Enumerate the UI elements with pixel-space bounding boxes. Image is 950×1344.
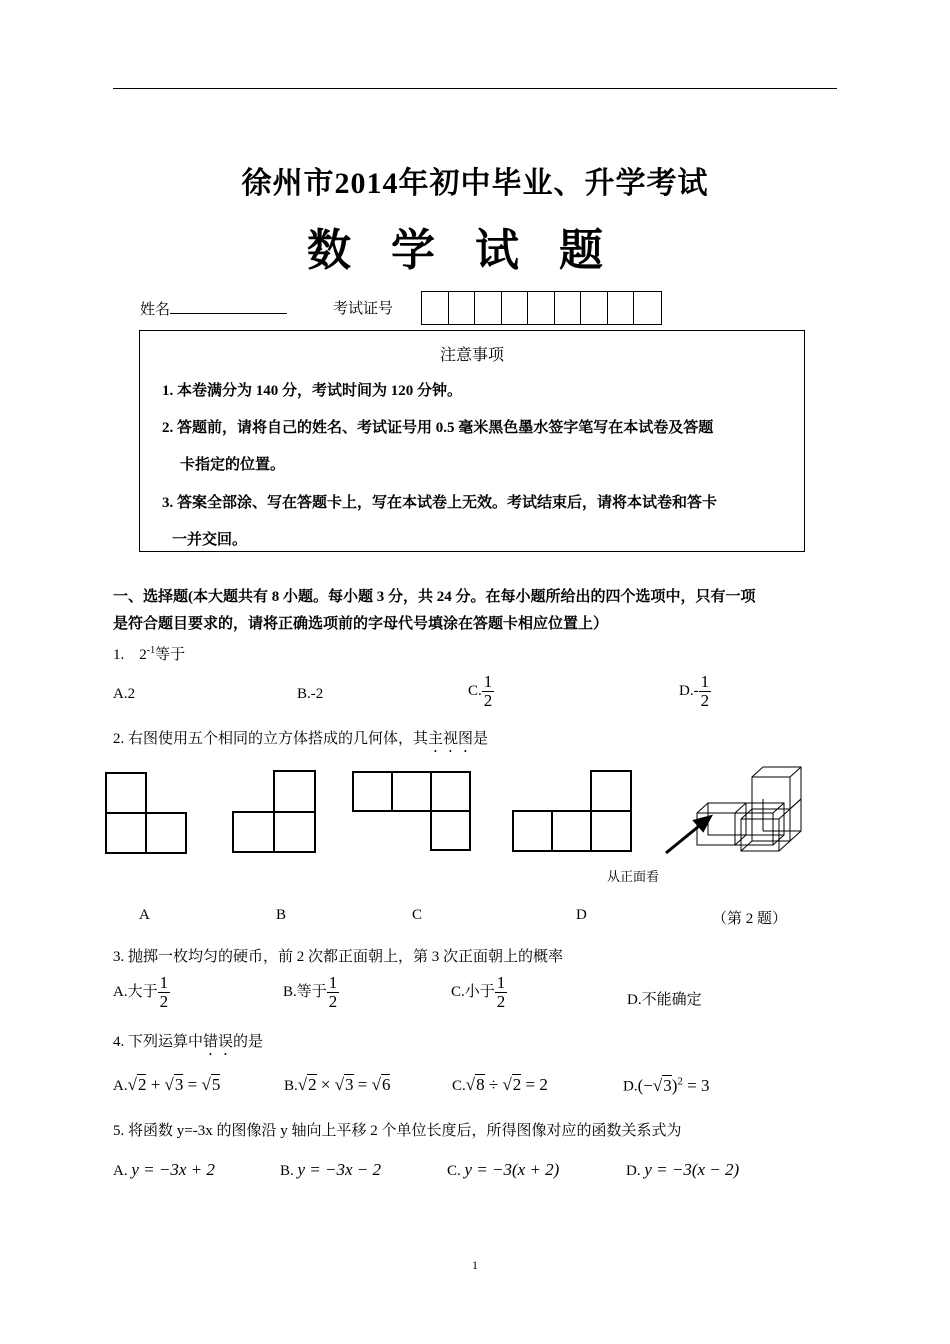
paren-close: ) <box>671 1075 678 1095</box>
q3-b-label: B.等于 <box>283 983 327 1000</box>
q4-d-label: D. <box>623 1078 638 1095</box>
question-3: 3. 抛掷一枚均匀的硬币，前 2 次都正面朝上，第 3 次正面朝上的概率 <box>113 949 564 965</box>
q1-d-fraction <box>699 673 712 710</box>
frac-numerator: 1 <box>328 973 338 992</box>
id-cell[interactable] <box>608 292 635 324</box>
q4-b-expr: √2 × √3 = √6 <box>297 1075 391 1094</box>
notice-box <box>139 330 805 552</box>
id-cell[interactable] <box>581 292 608 324</box>
q3-option-d[interactable]: D.不能确定 <box>627 992 702 1008</box>
id-cell[interactable] <box>449 292 476 324</box>
id-cell[interactable] <box>502 292 529 324</box>
q4-option-c[interactable] <box>452 1075 548 1095</box>
sqrt-arg: 8 <box>476 1075 485 1094</box>
id-label: 考试证号 <box>333 301 394 317</box>
q2-figure-label: （第 2 题） <box>712 911 788 927</box>
operator: × <box>320 1075 331 1094</box>
q5-d-expr: y = −3(x − 2) <box>644 1160 740 1179</box>
sqrt-arg: 3 <box>174 1075 184 1094</box>
header-rule <box>113 88 837 89</box>
q1-option-d[interactable] <box>679 673 711 710</box>
operator: = <box>357 1075 368 1094</box>
id-cell[interactable] <box>634 292 661 324</box>
q5-b-label: B. <box>280 1163 294 1179</box>
exponent: 2 <box>677 1075 683 1087</box>
sqrt-arg: 3 <box>663 1075 672 1095</box>
q2-option-b[interactable]: B <box>276 907 287 923</box>
q4-option-a[interactable] <box>113 1075 220 1095</box>
q3-a-label: A.大于 <box>113 983 158 1000</box>
q5-option-b[interactable] <box>280 1160 381 1180</box>
name-blank[interactable] <box>170 297 287 314</box>
sqrt-arg: 6 <box>381 1075 391 1094</box>
q2-figure-d <box>513 771 631 851</box>
q1-number: 1. <box>113 647 125 663</box>
q2-figure-c <box>353 772 470 850</box>
q2-option-d[interactable]: D <box>576 907 587 923</box>
operator: = <box>525 1075 536 1094</box>
frac-denominator: 2 <box>483 690 493 710</box>
q2-figures <box>100 765 840 890</box>
q1-c-fraction <box>482 673 495 710</box>
id-cell[interactable] <box>475 292 502 324</box>
q4-text: 4. 下列运算中 <box>113 1034 204 1050</box>
sqrt-arg: 2 <box>512 1075 522 1094</box>
q2-3d-figure <box>697 767 801 851</box>
q4-c-expr: √8 ÷ √2 = 2 <box>465 1075 548 1094</box>
q3-option-b[interactable] <box>283 974 339 1011</box>
operator: ÷ <box>488 1075 499 1094</box>
q4-option-d[interactable] <box>623 1075 709 1096</box>
page-number: 1 <box>472 1258 478 1272</box>
q3-a-fraction <box>158 974 171 1011</box>
result: 2 <box>539 1075 548 1094</box>
exam-title: 徐州市2014年初中毕业、升学考试 <box>241 167 709 200</box>
q2-figure-b <box>233 771 315 852</box>
q4-d-expr: $(-√3)^2 = 3$ <box>637 1075 710 1095</box>
notice-item-1: 1. 本卷满分为 140 分，考试时间为 120 分钟。 <box>162 383 463 399</box>
sqrt-arg: 2 <box>308 1075 317 1094</box>
frac-numerator: 1 <box>496 973 506 992</box>
q4-c-label: C. <box>452 1078 466 1094</box>
question-5: 5. 将函数 y=-3x 的图像沿 y 轴向上平移 2 个单位长度后，所得图像对应的函数关系式为 <box>113 1123 682 1139</box>
q1-option-a[interactable]: A.2 <box>113 686 136 702</box>
notice-item-3-cont: 一并交回。 <box>172 532 248 548</box>
notice-item-2-cont: 卡指定的位置。 <box>180 457 286 473</box>
q3-option-a[interactable] <box>113 974 170 1011</box>
id-cell[interactable] <box>422 292 449 324</box>
notice-title: 注意事项 <box>439 347 504 364</box>
section-heading-line2: 是符合题目要求的，请将正确选项前的字母代号填涂在答题卡相应位置上） <box>113 616 609 632</box>
q3-option-c[interactable] <box>451 974 507 1011</box>
q1-text: 等于 <box>155 647 186 663</box>
id-number-boxes[interactable] <box>421 291 662 325</box>
name-field <box>140 297 287 319</box>
q5-a-expr: y = −3x + 2 <box>131 1160 215 1179</box>
q1-option-c[interactable] <box>468 673 494 710</box>
paren-open: (− <box>637 1075 653 1095</box>
q2-option-a[interactable]: A <box>139 907 150 923</box>
q1-base: 2 <box>139 647 147 663</box>
operator: + <box>150 1075 161 1094</box>
q5-option-a[interactable] <box>113 1160 215 1180</box>
q4-b-label: B. <box>284 1078 298 1094</box>
subject-title-text: 数学试题 <box>307 226 643 275</box>
q5-option-d[interactable] <box>626 1160 739 1180</box>
q2-emphasis: 主视图 <box>428 731 474 747</box>
notice-item-3: 3. 答案全部涂、写在答题卡上，写在本试卷上无效。考试结束后，请将本试卷和答卡 <box>162 495 718 511</box>
question-2 <box>113 727 488 756</box>
q2-text: 2. 右图使用五个相同的立方体搭成的几何体，其 <box>113 731 429 747</box>
q5-c-label: C. <box>447 1163 461 1179</box>
q2-text-end: 是 <box>473 731 489 747</box>
q2-figure-a <box>106 773 186 853</box>
frac-denominator: 2 <box>328 991 338 1011</box>
id-cell[interactable] <box>528 292 555 324</box>
q2-figure-caption: 从正面看 <box>607 870 660 885</box>
q4-a-label: A. <box>113 1078 128 1094</box>
sqrt-arg: 2 <box>137 1075 147 1094</box>
q3-c-fraction <box>495 974 508 1011</box>
q1-d-prefix: D.- <box>679 682 699 699</box>
section-heading-line1: 一、选择题(本大题共有 8 小题。每小题 3 分，共 24 分。在每小题所给出的四个选项中，只有一项 <box>113 589 756 605</box>
q3-b-fraction <box>327 974 340 1011</box>
q5-a-label: A. <box>113 1163 128 1179</box>
q1-c-prefix: C. <box>468 682 482 699</box>
q5-c-expr: y = −3(x + 2) <box>464 1160 560 1179</box>
q5-option-c[interactable] <box>447 1160 559 1180</box>
q1-option-b[interactable]: B.-2 <box>297 686 324 702</box>
notice-item-2: 2. 答题前，请将自己的姓名、考试证号用 0.5 毫米黑色墨水签字笔写在本试卷及答题 <box>162 420 714 436</box>
q4-text-end: 的是 <box>233 1034 264 1050</box>
subject-title <box>0 214 950 278</box>
frac-numerator: 1 <box>159 973 169 992</box>
question-4 <box>113 1030 263 1059</box>
name-label: 姓名 <box>140 302 171 318</box>
frac-denominator: 2 <box>159 991 169 1011</box>
frac-denominator: 2 <box>496 991 506 1011</box>
q4-option-b[interactable] <box>284 1075 390 1095</box>
view-arrow-icon <box>666 817 710 853</box>
question-1 <box>113 643 185 664</box>
q4-a-expr: √2 + √3 = √5 <box>127 1075 221 1094</box>
q4-emphasis: 错误 <box>203 1034 234 1050</box>
id-cell[interactable] <box>555 292 582 324</box>
q2-option-c[interactable]: C <box>412 907 423 923</box>
frac-denominator: 2 <box>700 690 710 710</box>
sqrt-arg: 5 <box>211 1075 221 1094</box>
result: = 3 <box>687 1075 710 1095</box>
frac-numerator: 1 <box>700 672 710 691</box>
frac-numerator: 1 <box>483 672 493 691</box>
q1-exponent: -1 <box>146 645 156 656</box>
q5-d-label: D. <box>626 1163 641 1179</box>
operator: = <box>187 1075 198 1094</box>
q5-b-expr: y = −3x − 2 <box>297 1160 382 1179</box>
q3-c-label: C.小于 <box>451 983 495 1000</box>
sqrt-arg: 3 <box>345 1075 354 1094</box>
